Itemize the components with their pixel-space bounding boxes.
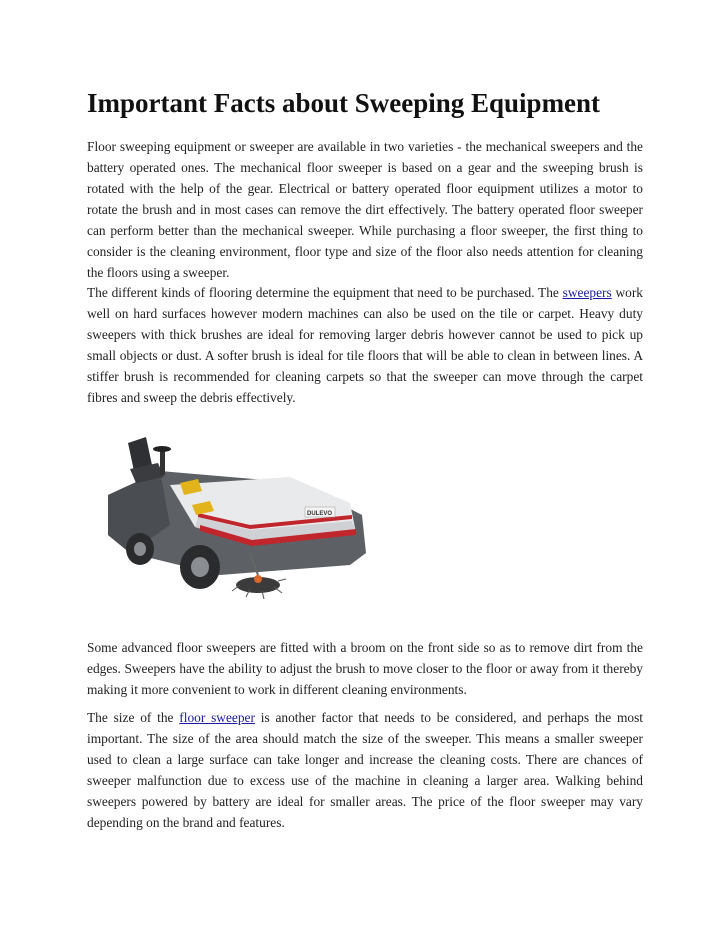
paragraph-text: work well on hard surfaces however modern machines can also be used on the tile or carpet. Heavy duty sweepers with thick brushes are ideal for removing larger debris however cannot be used to pick up small objects or dust. A softer brush is ideal for tile floors that will be able to clean in between lines. A stiffer brush is recommended for cleaning carpets so that the sweeper can move through the carpet fibres and sweep the debris effectively.: [87, 285, 643, 405]
machine-brand-logo: DULEVO: [307, 511, 333, 517]
paragraph-broom: Some advanced floor sweepers are fitted with a broom on the front side so as to remove dirt from the edges. Sweepers have the ability to adjust the brush to move closer to the floor or away from it thereby making it more convenient to work in different cleaning environments.: [87, 640, 643, 697]
paragraph-text: The size of the: [87, 710, 180, 725]
paragraph-text: The different kinds of flooring determine the equipment that need to be purchased. The: [87, 285, 563, 300]
floor-sweeper-link[interactable]: floor sweeper: [179, 710, 255, 725]
paragraph-text: is another factor that needs to be considered, and perhaps the most important. The size of the area should match the size of the sweeper. This means a smaller sweeper used to clean a large surface can take longer and increase the cleaning costs. There are chances of sweeper malfunction due to excess use of the machine in cleaning a larger area. Walking behind sweepers powered by battery are ideal for smaller areas. The price of the floor sweeper may vary depending on the brand and features.: [87, 710, 644, 830]
paragraph-intro: Floor sweeping equipment or sweeper are available in two varieties - the mechanical sweepers and the battery operated ones. The mechanical floor sweeper is based on a gear and the sweeping brush is rotated with the help of the gear. Electrical or battery operated floor equipment utilizes a motor to rotate the brush and in most cases can remove the dirt effectively. The battery operated floor sweeper can perform better than the mechanical sweeper. While purchasing a floor sweeper, the first thing to consider is the cleaning environment, floor type and size of the floor also needs attention for cleaning the floors using a sweeper.: [87, 139, 643, 280]
page-title: Important Facts about Sweeping Equipment: [87, 88, 601, 118]
paragraph-flooring: [87, 282, 643, 408]
paragraph-size: [87, 707, 643, 833]
sweeper-machine-image: [100, 425, 380, 605]
sweepers-link[interactable]: sweepers: [562, 285, 612, 300]
